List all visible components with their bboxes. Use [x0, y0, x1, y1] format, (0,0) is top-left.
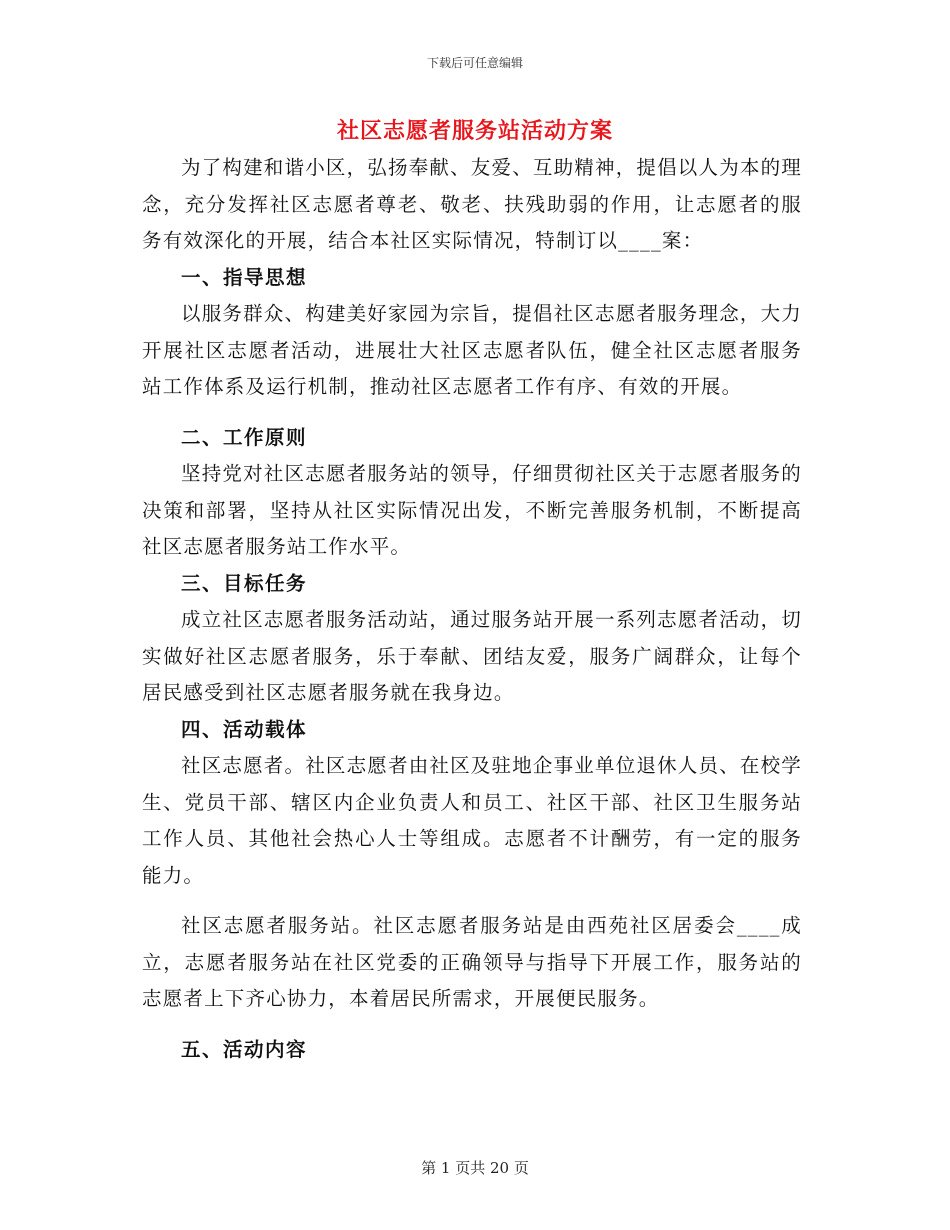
section-heading-5: 五、活动内容 [181, 1037, 308, 1061]
page-number-footer: 第 1 页共 20 页 [421, 1159, 529, 1177]
section-heading-4: 四、活动载体 [181, 717, 308, 741]
section-4-paragraph-2: 社区志愿者服务站。社区志愿者服务站是由西苑社区居委会____成立，志愿者服务站在社区党委的正确领导与指导下开展工作，服务站的志愿者上下齐心协力，本着居民所需求，开展便民服务。 [142, 914, 802, 1010]
intro-paragraph: 为了构建和谐小区，弘扬奉献、友爱、互助精神，提倡以人为本的理念，充分发挥社区志愿者尊老、敬老、扶残助弱的作用，让志愿者的服务有效深化的开展，结合本社区实际情况，特制订以____案： [142, 156, 803, 252]
section-heading-2: 二、工作原则 [181, 425, 308, 449]
section-3-paragraph: 成立社区志愿者服务活动站，通过服务站开展一系列志愿者活动，切实做好社区志愿者服务，乐于奉献、团结友爱，服务广阔群众，让每个居民感受到社区志愿者服务就在我身边。 [142, 608, 803, 704]
document-title: 社区志愿者服务站活动方案 [336, 118, 613, 144]
section-2-paragraph: 坚持党对社区志愿者服务站的领导，仔细贯彻社区关于志愿者服务的决策和部署，坚持从社区实际情况出发，不断完善服务机制，不断提高社区志愿者服务站工作水平。 [142, 462, 803, 558]
page-header-note: 下载后可任意编辑 [426, 56, 523, 70]
document-body [142, 150, 802, 1068]
section-4-paragraph-1: 社区志愿者。社区志愿者由社区及驻地企事业单位退休人员、在校学生、党员干部、辖区内企业负责人和员工、社区干部、社区卫生服务站工作人员、其他社会热心人士等组成。志愿者不计酬劳，有一定的服务能力。 [142, 754, 803, 887]
section-heading-3: 三、目标任务 [181, 571, 308, 595]
section-1-paragraph: 以服务群众、构建美好家园为宗旨，提倡社区志愿者服务理念，大力开展社区志愿者活动，进展壮大社区志愿者队伍，健全社区志愿者服务站工作体系及运行机制，推动社区志愿者工作有序、有效的开展。 [142, 302, 803, 398]
section-heading-1: 一、指导思想 [181, 265, 308, 289]
